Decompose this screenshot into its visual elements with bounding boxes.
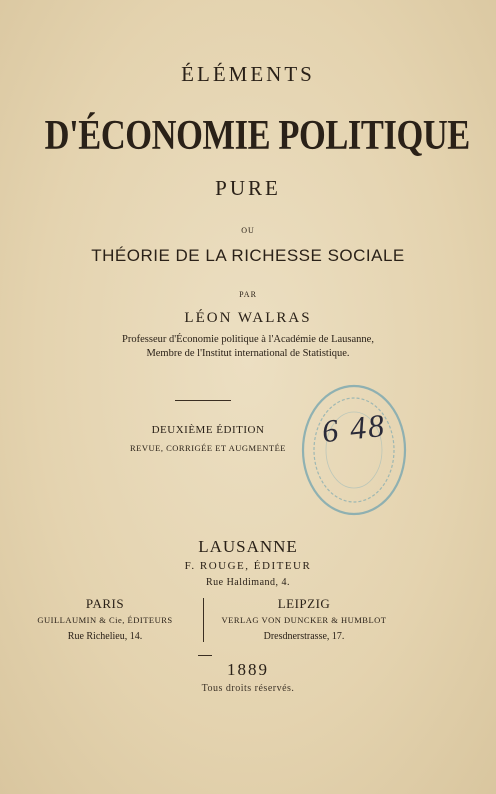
handwritten-mark: 6 48 [320,406,388,450]
rights-notice: Tous droits réservés. [201,683,295,694]
publisher-address: Rue Haldimand, 4. [205,577,291,588]
publisher-name: F. ROUGE, ÉDITEUR [184,560,312,572]
paris-publisher: GUILLAUMIN & Cie, ÉDITEURS [37,615,173,625]
by-label: PAR [239,290,257,299]
edition-note: REVUE, CORRIGÉE ET AUGMENTÉE [130,443,286,453]
paris-city: PARIS [85,596,125,611]
title-line-1: ÉLÉMENTS [181,62,315,86]
column-divider [203,598,204,642]
paris-address: Rue Richelieu, 14. [67,631,143,642]
author-title-2: Membre de l'Institut international de Statistique. [146,348,350,359]
year-rule [198,655,212,656]
author-name: LÉON WALRAS [184,310,312,326]
publisher-city: LAUSANNE [198,537,298,556]
leipzig-city: LEIPZIG [277,596,331,611]
leipzig-publisher: VERLAG VON DUNCKER & HUMBLOT [221,615,387,625]
edition-label: DEUXIÈME ÉDITION [151,424,265,436]
subtitle: THÉORIE DE LA RICHESSE SOCIALE [91,246,405,265]
author-title-1: Professeur d'Économie politique à l'Académie de Lausanne, [122,334,374,345]
divider-rule [175,400,231,401]
main-title: D'ÉCONOMIE POLITIQUE [44,113,470,159]
library-stamp-icon [300,382,408,518]
publication-year: 1889 [227,660,269,679]
leipzig-address: Dresdnerstrasse, 17. [263,631,345,642]
title-line-3: PURE [215,176,281,200]
conjunction-or: OU [241,226,255,235]
